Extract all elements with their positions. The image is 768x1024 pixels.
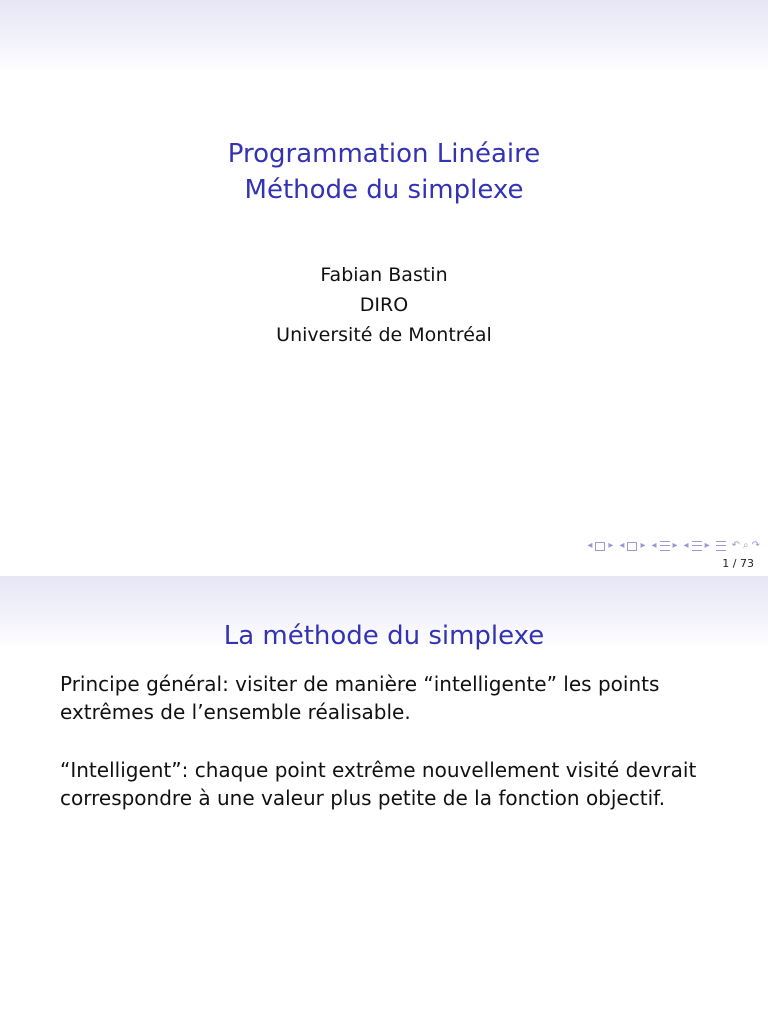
paragraph-line: correspondre à une valeur plus petite de la fonction objectif. xyxy=(60,786,666,810)
title-line-2: Méthode du simplexe xyxy=(244,175,524,205)
beamer-navigation-bar xyxy=(587,538,760,554)
nav-right-arrow-icon[interactable]: ▸ xyxy=(704,540,710,551)
misc-nav xyxy=(732,541,760,551)
presentation-title xyxy=(0,136,768,208)
author-name: Fabian Bastin xyxy=(320,264,448,286)
redo-icon[interactable]: ↷ xyxy=(751,540,760,551)
content-slide xyxy=(0,576,768,1024)
section-nav xyxy=(651,541,677,551)
header-band xyxy=(0,0,768,72)
frame-nav xyxy=(587,541,613,551)
frame-title: La méthode du simplexe xyxy=(223,621,545,651)
institute-line-2: Université de Montréal xyxy=(276,324,492,346)
document-nav xyxy=(684,541,710,551)
title-line-1: Programmation Linéaire xyxy=(227,139,541,169)
paragraph-line: Principe général: visiter de manière “intelligente” les points xyxy=(60,672,660,696)
paragraph-line: extrêmes de l’ensemble réalisable. xyxy=(60,700,411,724)
nav-left-arrow-icon[interactable]: ◂ xyxy=(587,540,593,551)
undo-icon[interactable]: ↶ xyxy=(731,540,740,551)
nav-right-arrow-icon[interactable]: ▸ xyxy=(608,540,614,551)
author-block xyxy=(0,260,768,350)
paragraph-intelligent xyxy=(60,756,720,812)
nav-right-arrow-icon[interactable]: ▸ xyxy=(640,540,646,551)
nav-left-arrow-icon[interactable]: ◂ xyxy=(619,540,625,551)
nav-right-arrow-icon[interactable]: ▸ xyxy=(672,540,678,551)
frame-box-icon[interactable] xyxy=(595,542,605,551)
document-stack-icon[interactable] xyxy=(692,541,702,551)
appendix-stack-icon[interactable] xyxy=(716,541,726,551)
subsection-box-icon[interactable] xyxy=(627,542,637,551)
subsection-nav xyxy=(619,541,645,551)
page-number: 1 / 73 xyxy=(722,557,754,570)
nav-left-arrow-icon[interactable]: ◂ xyxy=(651,540,657,551)
paragraph-principle xyxy=(60,670,720,726)
search-icon[interactable]: ⌕ xyxy=(743,540,749,551)
nav-left-arrow-icon[interactable]: ◂ xyxy=(683,540,689,551)
institute-line-1: DIRO xyxy=(359,294,409,316)
paragraph-line: “Intelligent”: chaque point extrême nouvellement visité devrait xyxy=(60,758,697,782)
section-stack-icon[interactable] xyxy=(660,541,670,551)
